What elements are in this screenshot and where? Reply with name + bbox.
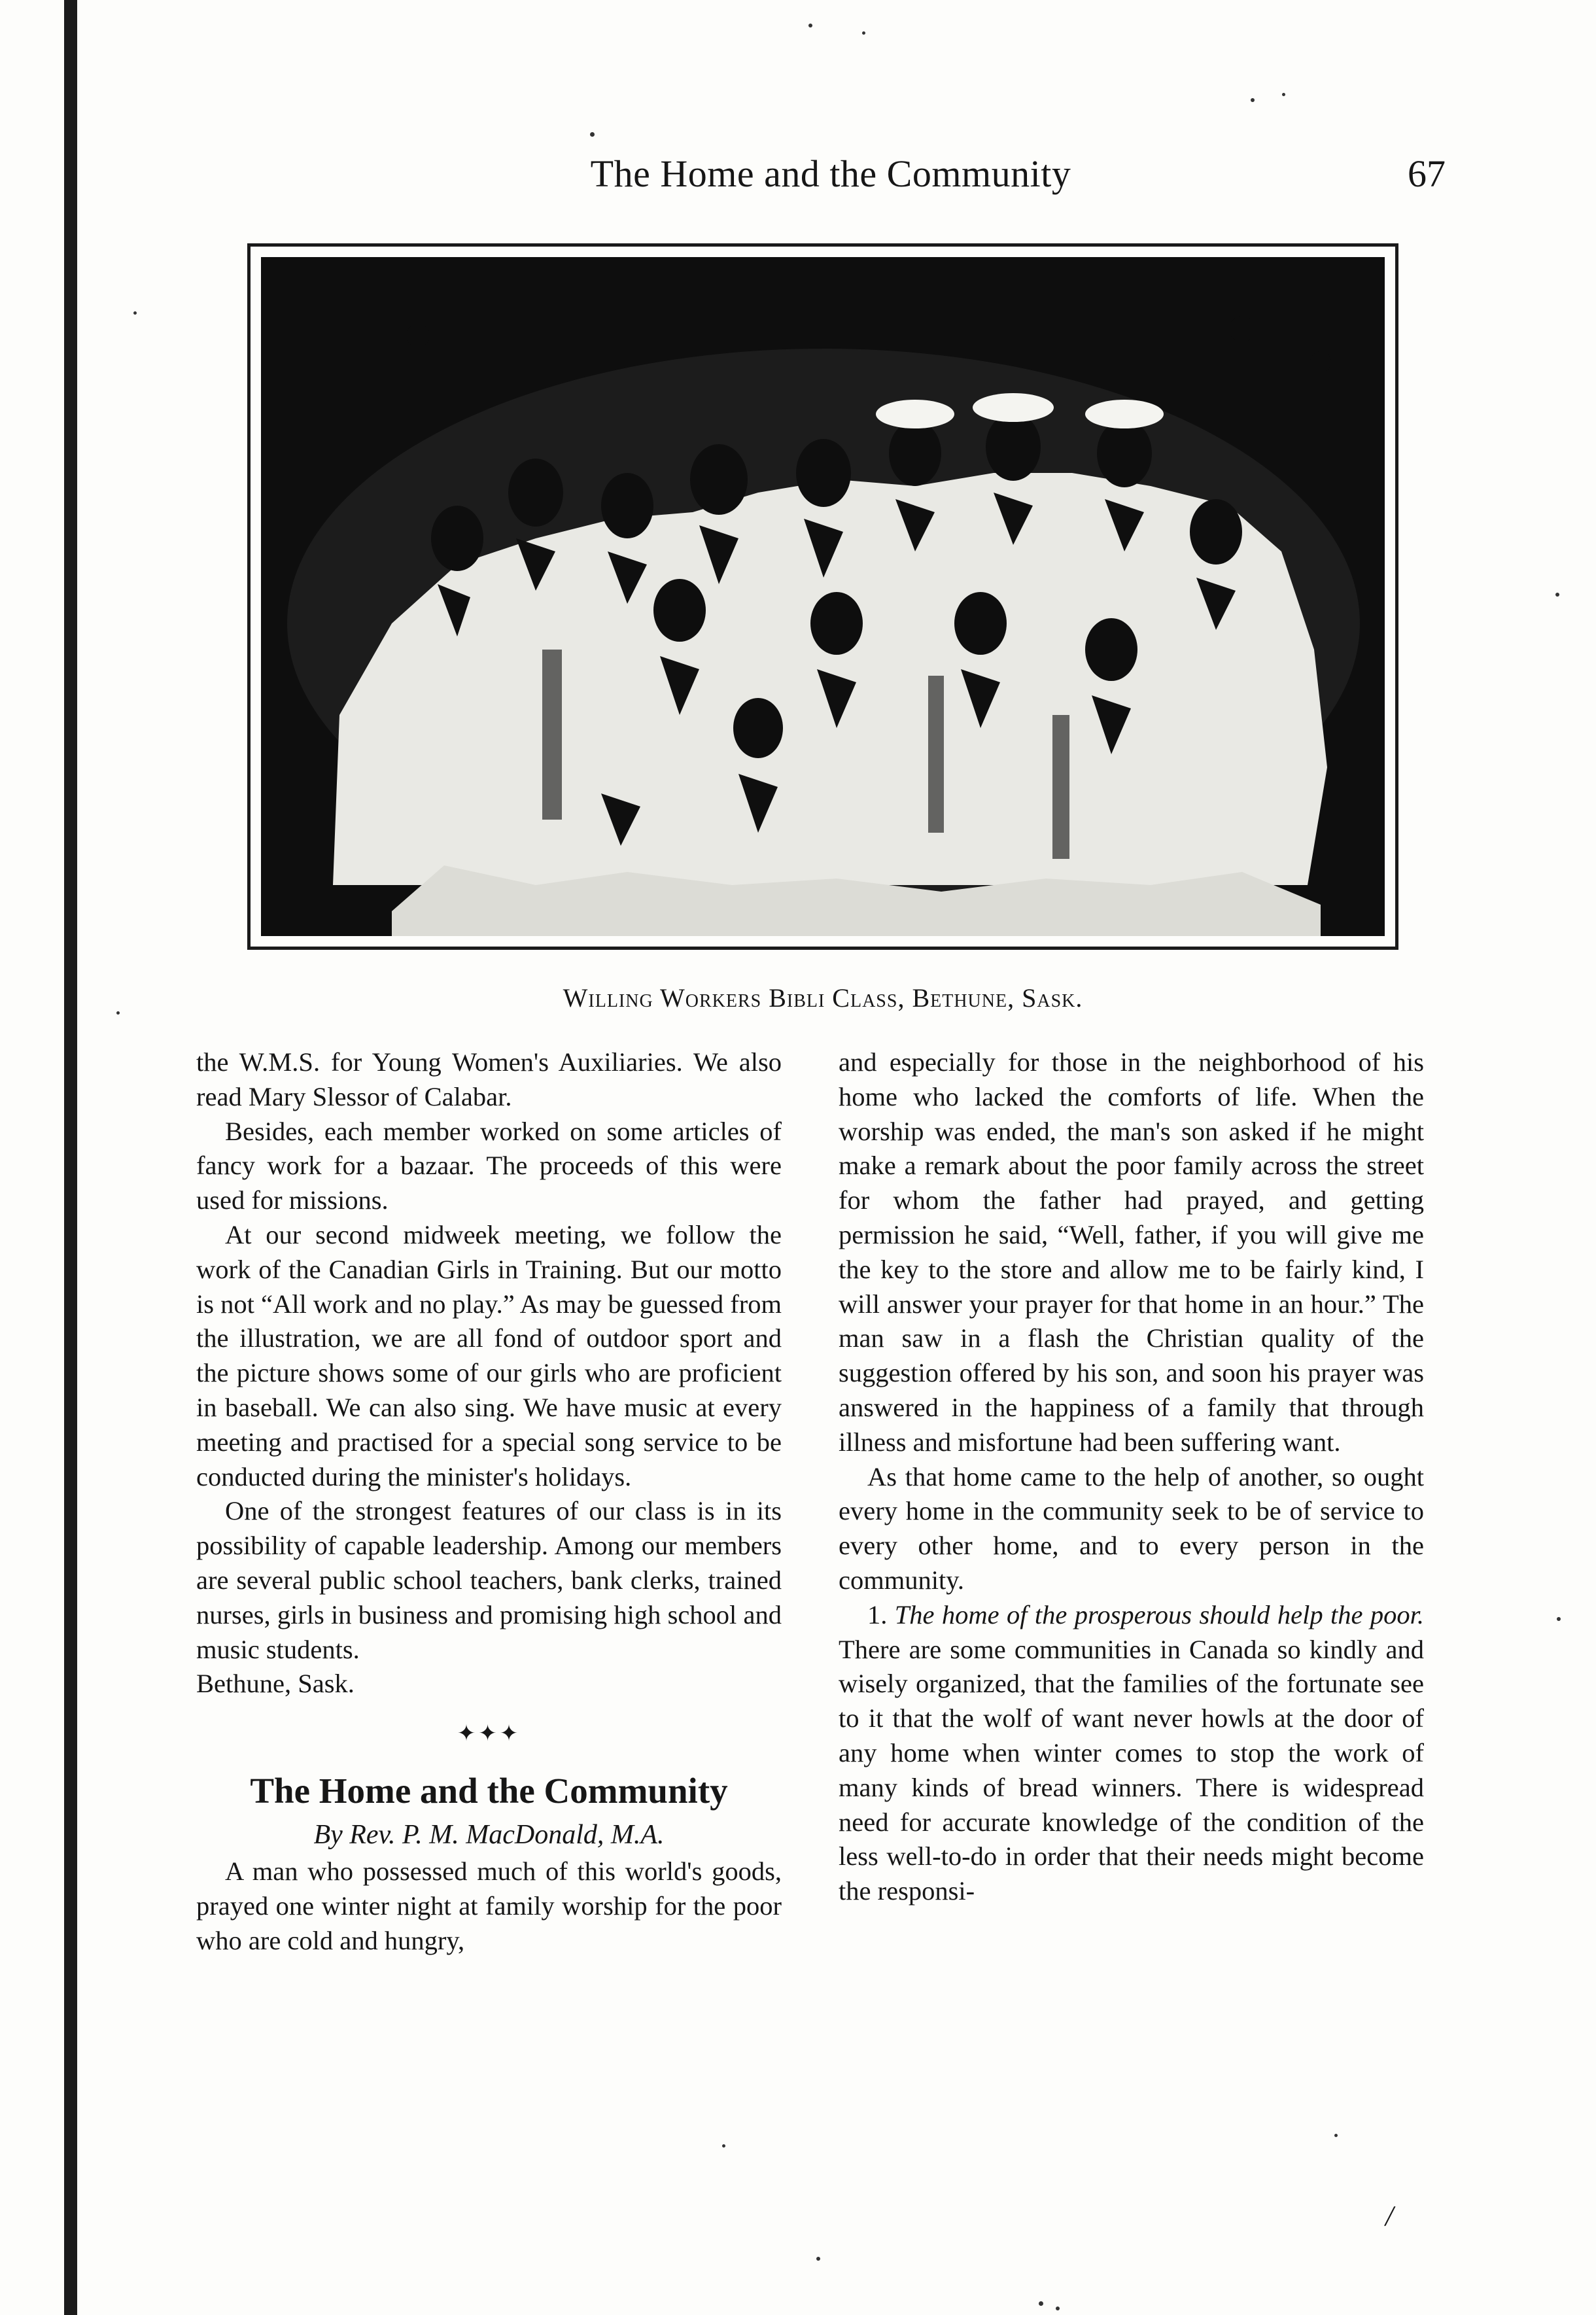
scan-speck — [1282, 93, 1285, 96]
paragraph: Besides, each member worked on some articles of fancy work for a bazaar. The proceeds of this were used for missions. — [196, 1116, 782, 1215]
paragraph: At our second midweek meeting, we follow the work of the Canadian Girls in Training. But our motto is not “All work and no play.” As may be guessed from the illustration, we are all fond of outdoor sport and the picture shows some of our girls who are proficient in baseball. We can also sing. We have music at every meeting and practised for a special song service to be conducted during the minister's holidays. — [196, 1219, 782, 1491]
scan-speck — [722, 2144, 725, 2148]
dateline-signoff: Bethune, Sask. — [196, 1669, 355, 1699]
scan-speck — [133, 311, 137, 315]
page-number: 67 — [1408, 152, 1446, 195]
point-text: There are some communities in Canada so kindly and wisely organized, that the families of the fortunate see to it that the wolf of want never howls at the door of any home when winter comes to stop the work of many kinds of bread winners. There is widespread need for accurate knowledge of the condition of the less well-to-do in order that their needs might become the responsi- — [839, 1634, 1424, 1906]
running-head — [216, 148, 1446, 207]
paragraph: the W.M.S. for Young Women's Auxiliaries. We also read Mary Slessor of Calabar. — [196, 1047, 782, 1111]
group-photo-image — [261, 257, 1385, 936]
paragraph: A man who possessed much of this world's goods, prayed one winter night at family worship for the poor who are cold and hungry, — [196, 1856, 782, 1955]
running-title: The Home and the Community — [590, 152, 1071, 195]
numbered-paragraph — [839, 1598, 1424, 1909]
left-column — [196, 1045, 782, 1958]
paragraph: One of the strongest features of our class is in its possibility of capable leadership. Among our members are several public school teachers, bank clerks, trained nurses, girls in business and promising high school and music students. — [196, 1496, 782, 1664]
list-number: 1. — [867, 1599, 888, 1629]
scan-speck — [1334, 2134, 1338, 2137]
group-photo — [247, 243, 1398, 950]
footer-mark: / — [1385, 2200, 1394, 2232]
scan-speck — [1555, 593, 1559, 597]
point-heading: The home of the prosperous should help the poor. — [894, 1599, 1425, 1629]
paragraph: As that home came to the help of another, so ought every home in the community seek to be of service to every other home, and to every person in the community. — [839, 1461, 1424, 1595]
section-ornament: ✦✦✦ — [457, 1722, 521, 1747]
binding-edge-rule — [64, 0, 77, 2315]
scan-speck — [116, 1011, 120, 1015]
scan-speck — [590, 132, 595, 137]
right-column — [839, 1045, 1424, 1909]
article-byline: By Rev. P. M. MacDonald, M.A. — [313, 1820, 665, 1851]
scan-speck — [1039, 2301, 1043, 2306]
photo-caption: Willing Workers Bibli Class, Bethune, Sask. — [563, 983, 1083, 1013]
scan-speck — [808, 24, 812, 27]
scan-speck — [816, 2257, 820, 2261]
scan-speck — [1251, 98, 1255, 102]
article-title: The Home and the Community — [250, 1771, 728, 1811]
scan-speck — [1557, 1617, 1561, 1621]
paragraph: and especially for those in the neighborhood of his home who lacked the comforts of life. When the worship was ended, the man's son asked if he might make a remark about the poor family across the street for whom the father had prayed, and getting permission he said, “Well, father, if you will give me the key to the store and allow me to be fairly kind, I will answer your prayer for that home in an hour.” The man saw in a flash the Christian quality of the suggestion offered by his son, and soon his prayer was answered in the happiness of a family that through illness and misfortune had been suffering want. — [839, 1047, 1424, 1457]
scan-speck — [862, 31, 865, 35]
scan-speck — [1056, 2306, 1060, 2310]
